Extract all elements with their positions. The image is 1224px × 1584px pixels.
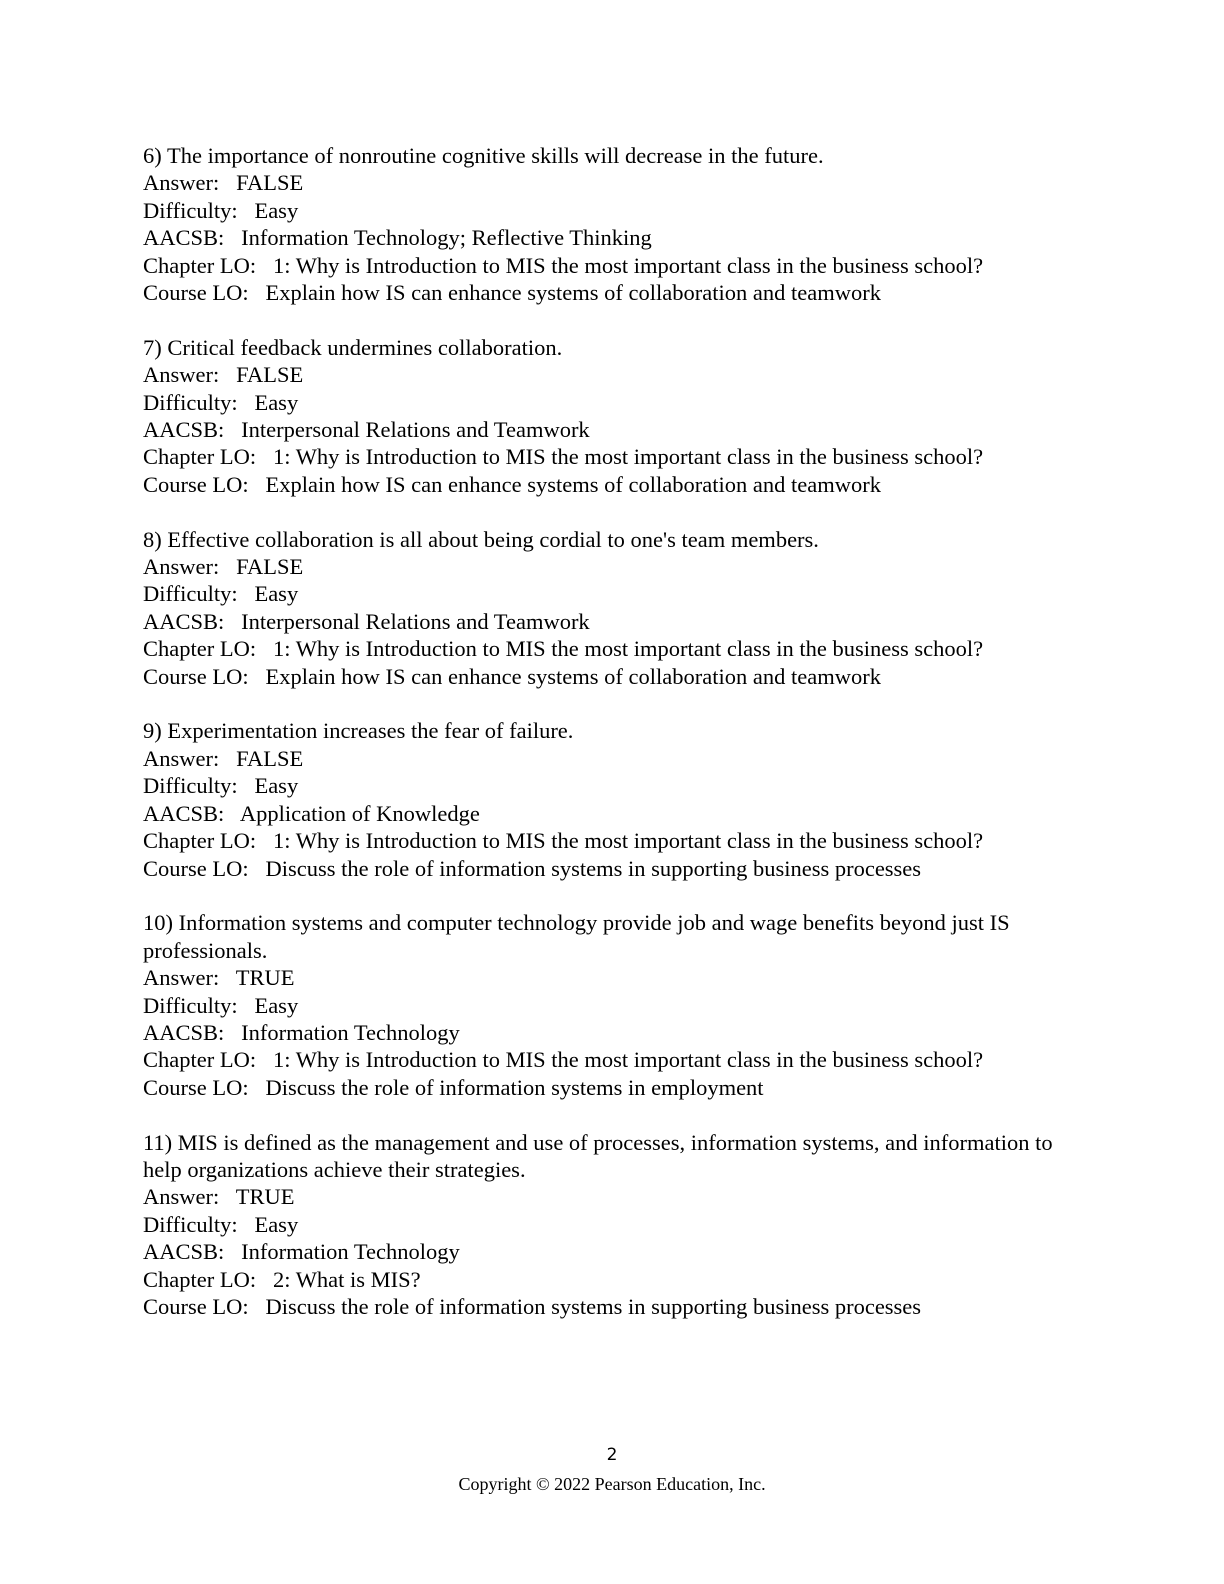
answer-value: FALSE	[236, 170, 304, 196]
answer-value: FALSE	[236, 745, 304, 771]
aacsb-label: AACSB:	[143, 800, 240, 826]
course-lo-line	[143, 663, 1083, 690]
difficulty-value: Easy	[254, 197, 299, 223]
answer-value: FALSE	[236, 362, 304, 388]
course-lo-label: Course LO:	[143, 280, 266, 306]
aacsb-value: Information Technology	[241, 1019, 460, 1045]
answer-line	[143, 964, 1083, 991]
difficulty-line	[143, 992, 1083, 1019]
chapter-lo-label: Chapter LO:	[143, 1266, 273, 1292]
difficulty-label: Difficulty:	[143, 992, 255, 1018]
chapter-lo-line	[143, 252, 1083, 279]
chapter-lo-label: Chapter LO:	[143, 636, 273, 662]
course-lo-value: Explain how IS can enhance systems of collaboration and teamwork	[265, 280, 881, 306]
answer-line	[143, 361, 1083, 388]
course-lo-label: Course LO:	[143, 1293, 266, 1319]
aacsb-line	[143, 800, 1083, 827]
question-11	[143, 1129, 1083, 1321]
course-lo-label: Course LO:	[143, 1074, 266, 1100]
course-lo-value: Discuss the role of information systems in supporting business processes	[265, 855, 922, 881]
chapter-lo-value: 1: Why is Introduction to MIS the most important class in the business school?	[272, 828, 984, 854]
question-8	[143, 526, 1083, 690]
course-lo-value: Explain how IS can enhance systems of collaboration and teamwork	[265, 471, 881, 497]
chapter-lo-line	[143, 827, 1083, 854]
chapter-lo-line	[143, 1046, 1083, 1073]
question-6	[143, 142, 1083, 306]
aacsb-label: AACSB:	[143, 225, 242, 251]
aacsb-label: AACSB:	[143, 608, 242, 634]
course-lo-value: Discuss the role of information systems in supporting business processes	[265, 1293, 922, 1319]
answer-line	[143, 553, 1083, 580]
difficulty-line	[143, 197, 1083, 224]
copyright-notice: Copyright © 2022 Pearson Education, Inc.	[458, 1474, 766, 1494]
aacsb-label: AACSB:	[143, 1239, 242, 1265]
question-10	[143, 909, 1083, 1101]
question-text: 11) MIS is defined as the management and use of processes, information systems, and information to help organizations achieve their strategies.	[143, 1129, 1053, 1182]
difficulty-line	[143, 580, 1083, 607]
answer-label: Answer:	[143, 170, 237, 196]
difficulty-line	[143, 1211, 1083, 1238]
chapter-lo-line	[143, 635, 1083, 662]
aacsb-line	[143, 1238, 1083, 1265]
aacsb-value: Interpersonal Relations and Teamwork	[241, 417, 590, 443]
question-text: 9) Experimentation increases the fear of failure.	[143, 718, 574, 744]
aacsb-value: Application of Knowledge	[239, 800, 480, 826]
answer-value: TRUE	[235, 1184, 295, 1210]
answer-line	[143, 1183, 1083, 1210]
course-lo-label: Course LO:	[143, 471, 266, 497]
difficulty-value: Easy	[254, 389, 299, 415]
question-text: 10) Information systems and computer technology provide job and wage benefits beyond just IS professionals.	[143, 910, 1010, 963]
question-text: 8) Effective collaboration is all about being cordial to one's team members.	[143, 526, 819, 552]
difficulty-label: Difficulty:	[143, 581, 255, 607]
chapter-lo-label: Chapter LO:	[143, 828, 273, 854]
difficulty-label: Difficulty:	[143, 773, 255, 799]
course-lo-label: Course LO:	[143, 663, 266, 689]
question-text: 6) The importance of nonroutine cognitive skills will decrease in the future.	[143, 143, 824, 168]
course-lo-value: Discuss the role of information systems in employment	[265, 1074, 764, 1100]
chapter-lo-value: 2: What is MIS?	[272, 1266, 421, 1292]
aacsb-line	[143, 224, 1083, 251]
difficulty-label: Difficulty:	[143, 197, 255, 223]
chapter-lo-label: Chapter LO:	[143, 252, 273, 278]
question-list	[143, 142, 1083, 1348]
answer-label: Answer:	[143, 362, 237, 388]
difficulty-value: Easy	[254, 1211, 299, 1237]
course-lo-line	[143, 1293, 1083, 1320]
answer-label: Answer:	[143, 965, 236, 991]
aacsb-label: AACSB:	[143, 417, 242, 443]
chapter-lo-value: 1: Why is Introduction to MIS the most important class in the business school?	[272, 252, 984, 278]
chapter-lo-label: Chapter LO:	[143, 444, 273, 470]
chapter-lo-value: 1: Why is Introduction to MIS the most important class in the business school?	[272, 1047, 984, 1073]
question-7	[143, 334, 1083, 498]
difficulty-line	[143, 389, 1083, 416]
course-lo-line	[143, 471, 1083, 498]
course-lo-line	[143, 1074, 1083, 1101]
aacsb-line	[143, 416, 1083, 443]
difficulty-label: Difficulty:	[143, 1211, 255, 1237]
aacsb-line	[143, 608, 1083, 635]
course-lo-line	[143, 855, 1083, 882]
difficulty-value: Easy	[254, 992, 299, 1018]
course-lo-value: Explain how IS can enhance systems of collaboration and teamwork	[265, 663, 881, 689]
page-number: 2	[606, 1445, 618, 1465]
aacsb-value: Interpersonal Relations and Teamwork	[241, 608, 590, 634]
answer-value: TRUE	[235, 965, 295, 991]
course-lo-label: Course LO:	[143, 855, 266, 881]
answer-label: Answer:	[143, 554, 237, 580]
difficulty-label: Difficulty:	[143, 389, 255, 415]
answer-label: Answer:	[143, 1184, 236, 1210]
chapter-lo-value: 1: Why is Introduction to MIS the most important class in the business school?	[272, 636, 984, 662]
difficulty-value: Easy	[254, 581, 299, 607]
chapter-lo-line	[143, 1266, 1083, 1293]
answer-line	[143, 745, 1083, 772]
aacsb-label: AACSB:	[143, 1019, 242, 1045]
answer-value: FALSE	[236, 554, 304, 580]
answer-label: Answer:	[143, 745, 237, 771]
aacsb-value: Information Technology	[241, 1239, 460, 1265]
chapter-lo-line	[143, 443, 1083, 470]
answer-line	[143, 169, 1083, 196]
question-9	[143, 717, 1083, 881]
difficulty-value: Easy	[254, 773, 299, 799]
course-lo-line	[143, 279, 1083, 306]
chapter-lo-label: Chapter LO:	[143, 1047, 273, 1073]
aacsb-value: Information Technology; Reflective Thinking	[241, 225, 652, 251]
question-text: 7) Critical feedback undermines collaboration.	[143, 334, 563, 360]
chapter-lo-value: 1: Why is Introduction to MIS the most important class in the business school?	[272, 444, 984, 470]
aacsb-line	[143, 1019, 1083, 1046]
difficulty-line	[143, 772, 1083, 799]
